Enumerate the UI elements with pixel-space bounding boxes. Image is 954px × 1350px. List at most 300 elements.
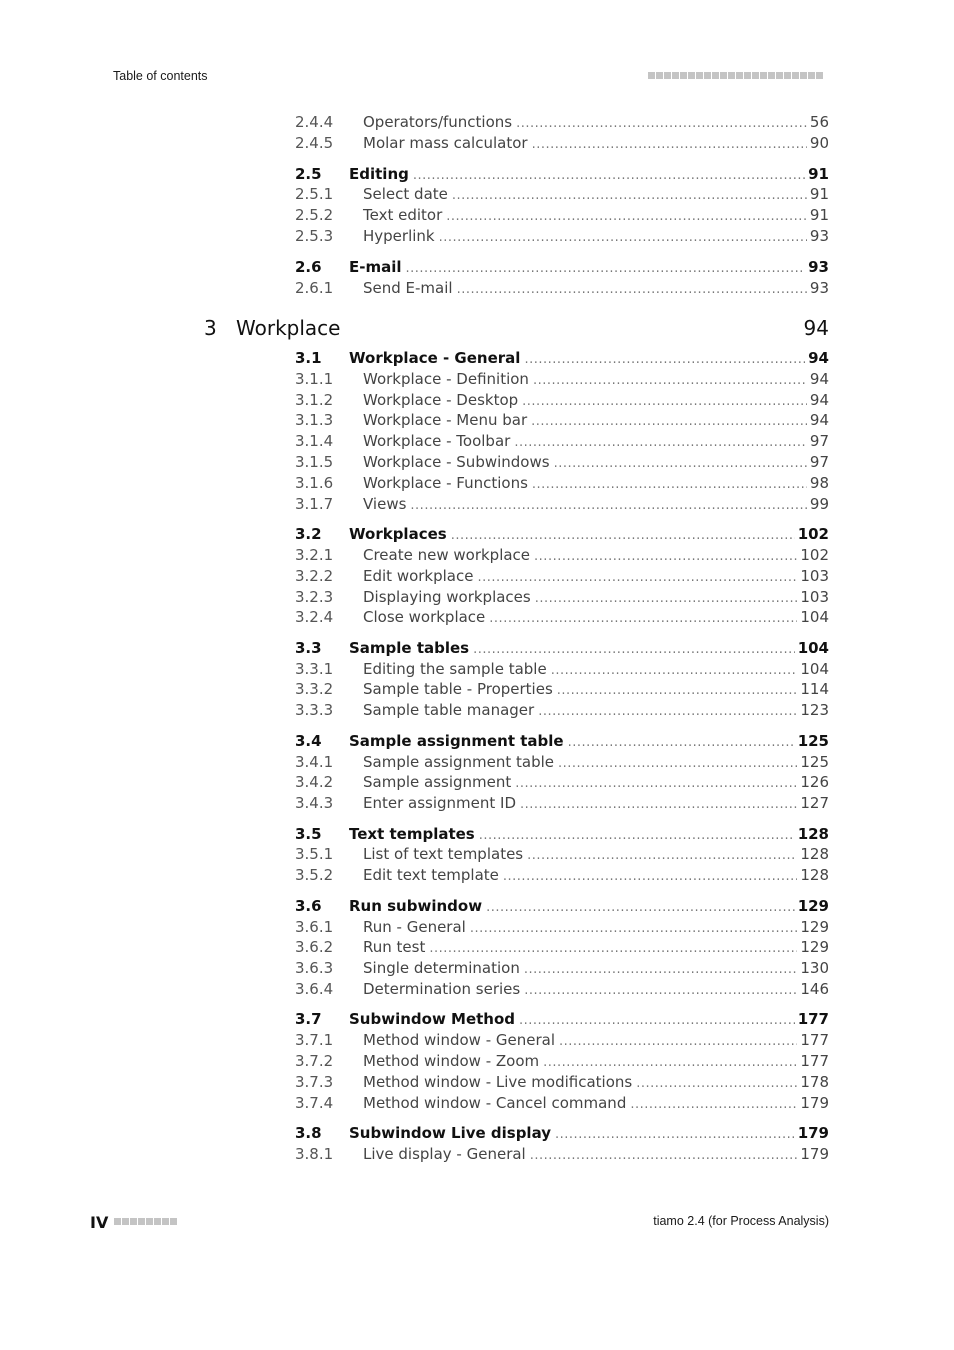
toc-entry-page: 98	[809, 473, 829, 492]
toc-entry-title: Text templates	[349, 824, 475, 843]
toc-dot-leader	[558, 754, 797, 774]
toc-entry-number: 3.4.2	[295, 773, 334, 792]
decoration-square	[138, 1218, 145, 1225]
toc-entry-number: 3.1.2	[295, 390, 334, 409]
decoration-square	[776, 72, 783, 79]
decoration-square	[792, 72, 799, 79]
toc-subsection-entry[interactable]	[0, 410, 954, 430]
toc-entry-line	[363, 473, 829, 495]
toc-subsection-entry[interactable]	[0, 979, 954, 999]
toc-entry-title: Method window - Zoom	[363, 1052, 540, 1070]
decoration-square	[696, 72, 703, 79]
toc-entry-number: 3.7.4	[295, 1093, 334, 1112]
toc-entry-page: 97	[809, 432, 829, 451]
toc-entry-line	[363, 958, 829, 980]
toc-entry-line	[363, 133, 829, 155]
toc-entry-title: Send E-mail	[363, 278, 453, 297]
toc-entry-number: 3.4.3	[295, 794, 334, 813]
toc-entry-page: 93	[809, 227, 829, 245]
toc-entry-title: Operators/functions	[363, 113, 513, 131]
toc-entry-number: 2.5.3	[295, 227, 334, 245]
toc-entry-title: Close workplace	[363, 608, 486, 627]
toc-subsection-entry[interactable]	[0, 1072, 954, 1092]
toc-dot-leader	[486, 898, 795, 918]
toc-dot-leader	[530, 1146, 798, 1166]
toc-entry-page: 93	[808, 257, 829, 276]
decoration-square	[816, 72, 823, 79]
running-header-title: Table of contents	[113, 69, 208, 83]
toc-subsection-entry[interactable]	[0, 473, 954, 493]
toc-entry-page: 94	[809, 411, 829, 430]
toc-section-entry[interactable]	[0, 257, 954, 277]
decoration-square	[744, 72, 751, 79]
toc-subsection-entry[interactable]	[0, 679, 954, 699]
toc-entry-line	[349, 164, 829, 186]
toc-subsection-entry[interactable]	[0, 184, 954, 204]
toc-subsection-entry[interactable]	[0, 226, 954, 246]
toc-entry-title: Create new workplace	[363, 545, 531, 564]
toc-entry-line	[363, 1030, 829, 1052]
toc-entry-line	[349, 638, 829, 660]
toc-entry-title: Workplace - Menu bar	[363, 411, 528, 430]
toc-dot-leader	[489, 609, 797, 629]
toc-dot-leader	[630, 1095, 797, 1115]
toc-entry-title: Enter assignment ID	[363, 794, 517, 813]
toc-entry-title: Run subwindow	[349, 896, 483, 915]
toc-dot-leader	[473, 640, 795, 660]
decoration-square	[664, 72, 671, 79]
toc-entry-title: Displaying workplaces	[363, 587, 531, 606]
toc-subsection-entry[interactable]	[0, 494, 954, 514]
toc-entry-line	[363, 112, 829, 134]
decoration-square	[768, 72, 775, 79]
toc-entry-line	[363, 700, 829, 722]
toc-subsection-entry[interactable]	[0, 844, 954, 864]
decoration-square	[704, 72, 711, 79]
toc-chapter-heading[interactable]	[0, 315, 954, 341]
toc-entry-page: 126	[800, 773, 829, 792]
toc-dot-leader	[557, 681, 798, 701]
toc-dot-leader	[519, 1011, 795, 1031]
toc-entry-number: 3.5.1	[295, 845, 334, 864]
toc-subsection-entry[interactable]	[0, 793, 954, 813]
decoration-square	[808, 72, 815, 79]
toc-entry-number: 2.5.2	[295, 206, 334, 225]
decoration-square	[680, 72, 687, 79]
toc-entry-page: 127	[800, 794, 829, 813]
toc-entry-page: 91	[808, 164, 829, 183]
toc-dot-leader	[457, 280, 807, 300]
toc-dot-leader	[516, 114, 807, 134]
toc-entry-title: Single determination	[363, 959, 520, 978]
toc-entry-title: Live display - General	[363, 1144, 526, 1163]
toc-subsection-entry[interactable]	[0, 772, 954, 792]
decoration-square	[784, 72, 791, 79]
toc-entry-title: Method window - General	[363, 1031, 555, 1050]
toc-entry-page: 90	[809, 133, 829, 152]
toc-subsection-entry[interactable]	[0, 1030, 954, 1050]
toc-entry-number: 3.5	[295, 824, 322, 843]
toc-dot-leader	[524, 350, 805, 370]
toc-entry-title: Sample assignment table	[349, 731, 564, 750]
toc-entry-page: 128	[800, 845, 829, 864]
footer-decoration-squares	[114, 1218, 177, 1225]
toc-entry-number: 3.7.2	[295, 1052, 334, 1070]
toc-subsection-entry[interactable]	[0, 566, 954, 586]
toc-subsection-entry[interactable]	[0, 1093, 954, 1113]
toc-entry-title: Subwindow Method	[349, 1010, 516, 1029]
toc-entry-title: Editing	[349, 164, 409, 183]
toc-entry-number: 3.6.3	[295, 959, 334, 978]
toc-entry-number: 3.7	[295, 1010, 322, 1029]
toc-entry-line	[363, 587, 829, 609]
toc-entry-number: 3.1.1	[295, 369, 334, 388]
toc-entry-line	[349, 1009, 829, 1031]
toc-entry-title: Edit workplace	[363, 566, 474, 585]
toc-section-entry[interactable]	[0, 1123, 954, 1143]
chapter-page: 94	[803, 316, 829, 340]
toc-dot-leader	[533, 371, 807, 391]
toc-entry-line	[363, 494, 829, 516]
toc-entry-page: 94	[809, 390, 829, 409]
toc-dot-leader	[470, 919, 798, 939]
toc-entry-number: 3.6.1	[295, 917, 334, 936]
toc-entry-title: Workplace - Desktop	[363, 390, 519, 409]
toc-dot-leader	[452, 186, 807, 206]
toc-entry-line	[363, 752, 829, 774]
toc-entry-line	[363, 566, 829, 588]
toc-entry-number: 3.6.4	[295, 979, 334, 998]
toc-subsection-entry[interactable]	[0, 607, 954, 627]
toc-dot-leader	[446, 207, 807, 227]
toc-subsection-entry[interactable]	[0, 205, 954, 225]
toc-subsection-entry[interactable]	[0, 278, 954, 298]
toc-entry-number: 2.4.4	[295, 113, 334, 131]
toc-entry-number: 3.3.1	[295, 659, 334, 678]
toc-entry-page: 129	[797, 896, 829, 915]
toc-entry-title: Run test	[363, 938, 426, 957]
toc-dot-leader	[515, 774, 797, 794]
toc-entry-line	[363, 205, 829, 227]
toc-entry-number: 3.2.1	[295, 545, 334, 564]
toc-entry-line	[349, 524, 829, 546]
toc-entry-page: 179	[797, 1124, 829, 1143]
toc-entry-page: 177	[800, 1031, 829, 1050]
toc-subsection-entry[interactable]	[0, 587, 954, 607]
toc-entry-line	[349, 257, 829, 279]
toc-dot-leader	[543, 1053, 797, 1073]
toc-subsection-entry[interactable]	[0, 752, 954, 772]
toc-entry-number: 3.2.2	[295, 566, 334, 585]
toc-section-entry[interactable]	[0, 1009, 954, 1029]
toc-dot-leader	[406, 259, 806, 279]
toc-entry-page: 125	[797, 731, 829, 750]
toc-dot-leader	[559, 1032, 797, 1052]
toc-entry-number: 3.4	[295, 731, 322, 750]
toc-entry-page: 128	[797, 824, 829, 843]
toc-entry-line	[349, 824, 829, 846]
toc-dot-leader	[479, 826, 795, 846]
toc-entry-line	[349, 896, 829, 918]
toc-entry-page: 179	[800, 1144, 829, 1163]
toc-subsection-entry[interactable]	[0, 369, 954, 389]
toc-entry-page: 56	[809, 113, 829, 131]
toc-subsection-entry[interactable]	[0, 700, 954, 720]
toc-dot-leader	[568, 733, 795, 753]
toc-entry-line	[363, 278, 829, 300]
toc-section-entry[interactable]	[0, 824, 954, 844]
toc-subsection-entry[interactable]	[0, 659, 954, 679]
toc-entry-number: 2.4.5	[295, 133, 334, 152]
toc-entry-page: 129	[800, 917, 829, 936]
toc-entry-line	[349, 731, 829, 753]
toc-entry-title: Workplace - Toolbar	[363, 432, 511, 451]
toc-entry-page: 130	[800, 959, 829, 978]
decoration-square	[162, 1218, 169, 1225]
toc-entry-title: Editing the sample table	[363, 659, 547, 678]
toc-entry-line	[363, 865, 829, 887]
toc-entry-line	[363, 917, 829, 939]
toc-dot-leader	[410, 496, 806, 516]
toc-entry-number: 2.6.1	[295, 278, 334, 297]
toc-entry-line	[363, 410, 829, 432]
toc-entry-title: Method window - Cancel command	[363, 1093, 627, 1112]
toc-entry-number: 3.6	[295, 896, 322, 915]
toc-entry-line	[363, 545, 829, 567]
toc-entry-line	[363, 793, 829, 815]
toc-entry-page: 94	[809, 369, 829, 388]
toc-entry-page: 114	[800, 680, 829, 699]
toc-entry-line	[363, 607, 829, 629]
toc-dot-leader	[554, 454, 807, 474]
toc-dot-leader	[524, 981, 797, 1001]
toc-dot-leader	[477, 568, 797, 588]
toc-entry-title: Workplace - Functions	[363, 473, 528, 492]
toc-entry-number: 3.1.3	[295, 411, 334, 430]
toc-subsection-entry[interactable]	[0, 937, 954, 957]
toc-dot-leader	[636, 1074, 797, 1094]
toc-entry-title: List of text templates	[363, 845, 524, 864]
toc-entry-title: Sample assignment	[363, 773, 512, 792]
toc-entry-line	[363, 390, 829, 412]
toc-entry-line	[363, 1093, 829, 1115]
toc-entry-line	[349, 1123, 829, 1145]
toc-subsection-entry[interactable]	[0, 452, 954, 472]
toc-entry-number: 3.7.1	[295, 1031, 334, 1050]
toc-entry-number: 3.1.5	[295, 453, 334, 471]
toc-entry-line	[363, 226, 829, 248]
toc-subsection-entry[interactable]	[0, 917, 954, 937]
toc-entry-number: 3.6.2	[295, 938, 334, 957]
toc-entry-page: 104	[797, 638, 829, 657]
toc-entry-title: Sample table - Properties	[363, 680, 553, 699]
toc-dot-leader	[531, 412, 807, 432]
toc-entry-number: 3.3	[295, 638, 322, 657]
decoration-square	[170, 1218, 177, 1225]
toc-entry-title: Molar mass calculator	[363, 133, 528, 152]
toc-entry-title: Sample table manager	[363, 701, 535, 720]
decoration-square	[130, 1218, 137, 1225]
toc-section-entry[interactable]	[0, 164, 954, 184]
toc-dot-leader	[520, 795, 797, 815]
toc-dot-leader	[522, 392, 807, 412]
toc-dot-leader	[439, 228, 807, 248]
toc-subsection-entry[interactable]	[0, 133, 954, 153]
toc-entry-title: Sample assignment table	[363, 752, 555, 771]
toc-subsection-entry[interactable]	[0, 431, 954, 451]
toc-entry-line	[363, 452, 829, 474]
toc-dot-leader	[534, 547, 797, 567]
toc-entry-number: 3.4.1	[295, 752, 334, 771]
decoration-square	[760, 72, 767, 79]
toc-entry-line	[363, 679, 829, 701]
toc-entry-number: 3.1.7	[295, 494, 334, 513]
toc-entry-number: 2.5.1	[295, 185, 334, 204]
toc-entry-title: Workplace - Subwindows	[363, 453, 550, 471]
footer-product-name: tiamo 2.4 (for Process Analysis)	[653, 1214, 829, 1228]
toc-entry-number: 3.3.2	[295, 680, 334, 699]
toc-entry-page: 102	[800, 545, 829, 564]
toc-entry-title: Subwindow Live display	[349, 1124, 552, 1143]
toc-entry-page: 177	[800, 1052, 829, 1070]
toc-entry-title: Run - General	[363, 917, 466, 936]
toc-dot-leader	[429, 939, 797, 959]
toc-entry-page: 125	[800, 752, 829, 771]
decoration-square	[800, 72, 807, 79]
toc-dot-leader	[535, 589, 798, 609]
toc-section-entry[interactable]	[0, 896, 954, 916]
toc-dot-leader	[532, 475, 807, 495]
decoration-square	[688, 72, 695, 79]
toc-dot-leader	[413, 166, 805, 186]
toc-entry-number: 3.7.3	[295, 1072, 334, 1091]
footer-page-number: IV	[90, 1213, 109, 1232]
decoration-square	[648, 72, 655, 79]
toc-dot-leader	[451, 526, 795, 546]
toc-subsection-entry[interactable]	[0, 545, 954, 565]
decoration-square	[712, 72, 719, 79]
toc-dot-leader	[514, 433, 807, 453]
decoration-square	[736, 72, 743, 79]
toc-entry-title: Method window - Live modifications	[363, 1072, 633, 1091]
toc-entry-line	[363, 772, 829, 794]
decoration-square	[672, 72, 679, 79]
toc-entry-number: 3.2.4	[295, 608, 334, 627]
toc-entry-title: E-mail	[349, 257, 402, 276]
decoration-square	[146, 1218, 153, 1225]
toc-entry-title: Select date	[363, 185, 448, 204]
decoration-square	[114, 1218, 121, 1225]
toc-entry-line	[363, 184, 829, 206]
toc-subsection-entry[interactable]	[0, 390, 954, 410]
toc-entry-page: 103	[800, 587, 829, 606]
toc-entry-line	[363, 369, 829, 391]
toc-entry-page: 104	[800, 659, 829, 678]
toc-subsection-entry[interactable]	[0, 865, 954, 885]
toc-entry-title: Workplace - Definition	[363, 369, 529, 388]
toc-entry-line	[363, 937, 829, 959]
toc-subsection-entry[interactable]	[0, 112, 954, 132]
toc-entry-page: 123	[800, 701, 829, 720]
toc-entry-page: 91	[809, 206, 829, 225]
toc-entry-title: Workplace - General	[349, 349, 521, 367]
toc-entry-line	[349, 348, 829, 370]
toc-entry-number: 3.1	[295, 349, 322, 367]
toc-entry-page: 129	[800, 938, 829, 957]
toc-entry-page: 178	[800, 1072, 829, 1091]
toc-entry-line	[363, 1144, 829, 1166]
toc-entry-page: 179	[800, 1093, 829, 1112]
decoration-square	[154, 1218, 161, 1225]
toc-entry-page: 146	[800, 979, 829, 998]
toc-entry-title: Views	[363, 494, 407, 513]
chapter-title: Workplace	[236, 316, 341, 340]
toc-entry-number: 3.5.2	[295, 866, 334, 885]
decoration-square	[728, 72, 735, 79]
toc-entry-page: 93	[809, 278, 829, 297]
toc-entry-line	[363, 1072, 829, 1094]
toc-dot-leader	[532, 135, 807, 155]
toc-entry-page: 91	[809, 185, 829, 204]
toc-subsection-entry[interactable]	[0, 958, 954, 978]
toc-dot-leader	[551, 661, 798, 681]
toc-section-entry[interactable]	[0, 638, 954, 658]
toc-dot-leader	[524, 960, 798, 980]
toc-section-entry[interactable]	[0, 348, 954, 368]
toc-entry-page: 99	[809, 494, 829, 513]
toc-entry-page: 102	[797, 525, 829, 544]
toc-entry-title: Workplaces	[349, 525, 447, 544]
toc-entry-title: Determination series	[363, 979, 521, 998]
header-decoration-squares	[648, 72, 823, 79]
toc-entry-line	[363, 431, 829, 453]
toc-dot-leader	[527, 846, 797, 866]
toc-entry-number: 3.2.3	[295, 587, 334, 606]
toc-entry-number: 3.3.3	[295, 701, 334, 720]
toc-entry-page: 104	[800, 608, 829, 627]
decoration-square	[720, 72, 727, 79]
toc-entry-number: 3.8	[295, 1124, 322, 1143]
toc-entry-title: Hyperlink	[363, 227, 435, 245]
toc-dot-leader	[555, 1125, 795, 1145]
decoration-square	[122, 1218, 129, 1225]
toc-entry-number: 2.5	[295, 164, 322, 183]
toc-entry-page: 94	[808, 349, 829, 367]
decoration-square	[656, 72, 663, 79]
toc-entry-title: Text editor	[363, 206, 443, 225]
toc-entry-page: 97	[809, 453, 829, 471]
toc-entry-number: 2.6	[295, 257, 322, 276]
toc-section-entry[interactable]	[0, 524, 954, 544]
decoration-square	[752, 72, 759, 79]
toc-subsection-entry[interactable]	[0, 1051, 954, 1071]
toc-entry-line	[363, 659, 829, 681]
toc-entry-title: Edit text template	[363, 866, 499, 885]
toc-entry-number: 3.8.1	[295, 1144, 334, 1163]
toc-subsection-entry[interactable]	[0, 1144, 954, 1164]
toc-entry-line	[363, 979, 829, 1001]
toc-entry-page: 128	[800, 866, 829, 885]
toc-entry-line	[363, 1051, 829, 1073]
toc-section-entry[interactable]	[0, 731, 954, 751]
toc-dot-leader	[503, 867, 797, 887]
toc-entry-number: 3.1.4	[295, 432, 334, 451]
toc-entry-number: 3.2	[295, 525, 322, 544]
toc-entry-number: 3.1.6	[295, 473, 334, 492]
chapter-number: 3	[204, 316, 217, 340]
toc-entry-page: 177	[797, 1010, 829, 1029]
toc-entry-page: 103	[800, 566, 829, 585]
